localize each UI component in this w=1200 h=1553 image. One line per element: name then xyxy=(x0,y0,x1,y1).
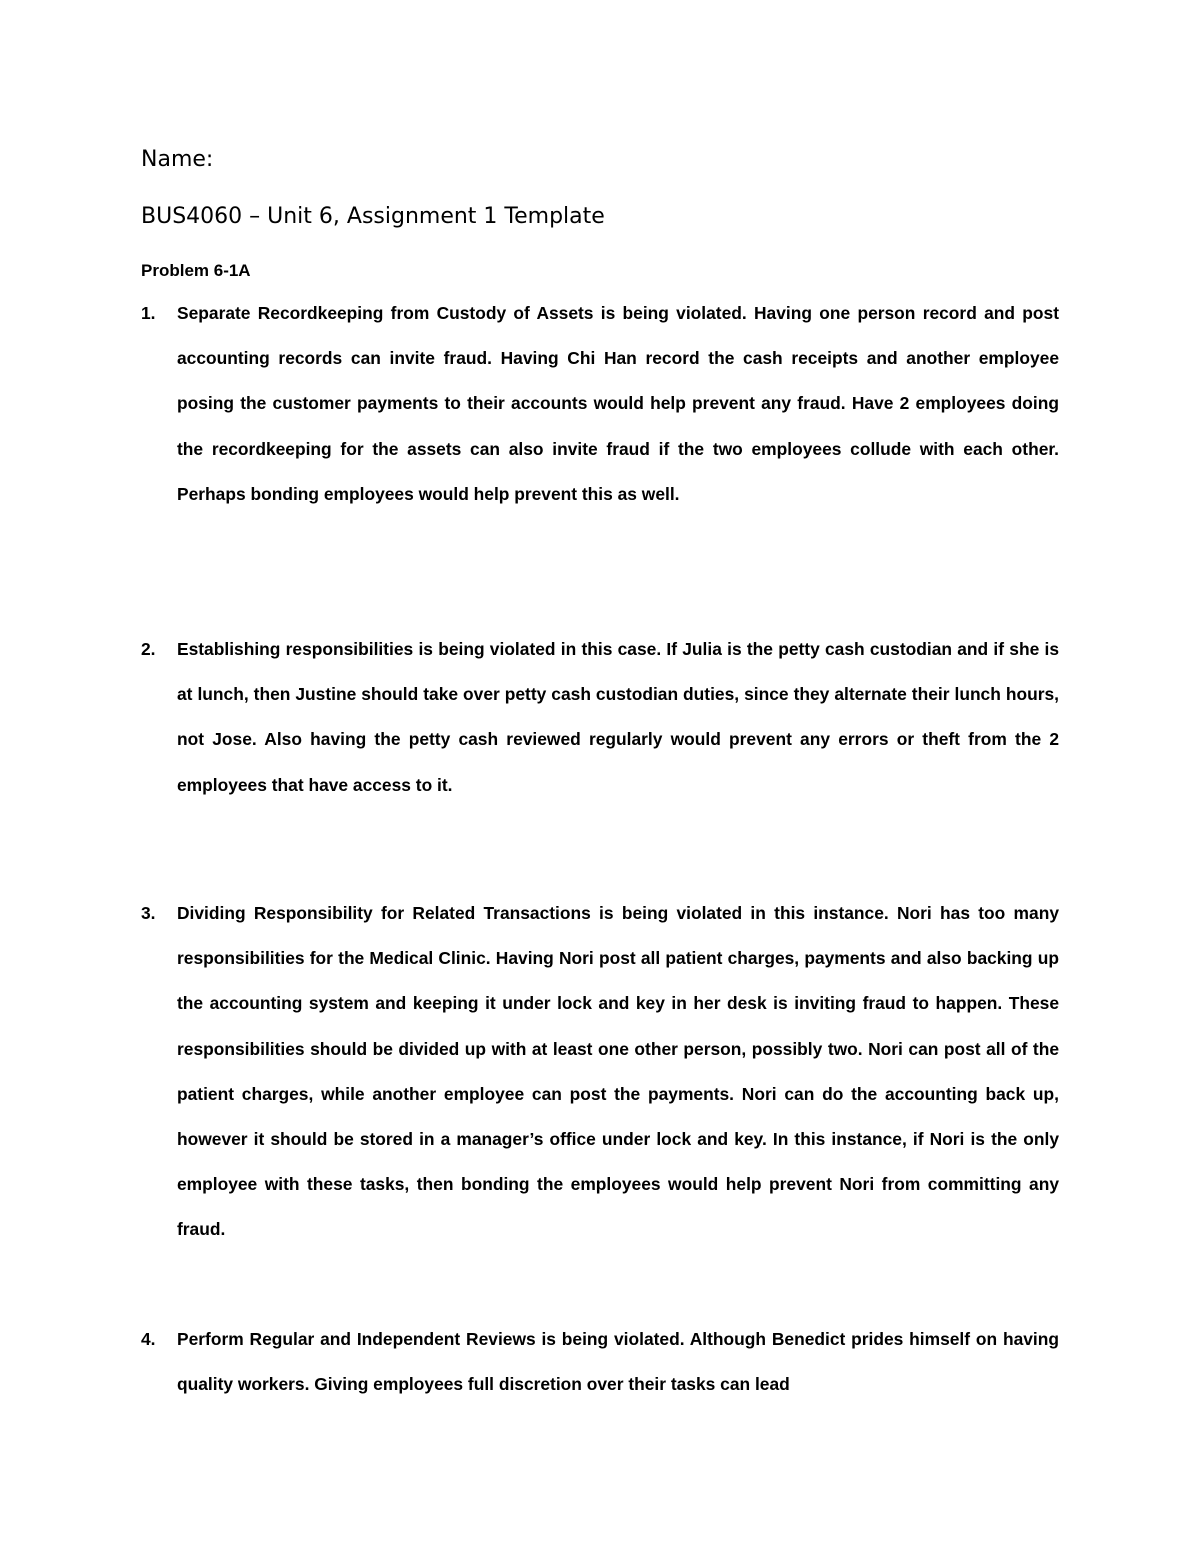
name-label: Name: xyxy=(141,147,214,172)
list-item-text: Separate Recordkeeping from Custody of Assets is being violated. Having one person record and post accounting records can invite fraud. Having Chi Han record the cash receipts and another employee posing the customer payments to their accounts would help prevent any fraud. Have 2 employees doing the recordkeeping for the assets can also invite fraud if the two employees collude with each other. Perhaps bonding employees would help prevent this as well. xyxy=(177,303,1059,504)
list-item-text: Perform Regular and Independent Reviews is being violated. Although Benedict prides himself on having quality workers. Giving employees full discretion over their tasks can lead xyxy=(177,1329,1059,1395)
list-item xyxy=(141,891,1059,1253)
list-item-number: 1. xyxy=(141,303,156,323)
list-item xyxy=(141,291,1059,517)
list-item-number: 3. xyxy=(141,903,156,923)
document-title: BUS4060 – Unit 6, Assignment 1 Template xyxy=(141,204,605,229)
list-item xyxy=(141,1317,1059,1407)
list-item-text: Establishing responsibilities is being violated in this case. If Julia is the petty cash custodian and if she is at lunch, then Justine should take over petty cash custodian duties, since they alternate their lunch hours, not Jose. Also having the petty cash reviewed regularly would prevent any errors or theft from the 2 employees that have access to it. xyxy=(177,639,1059,795)
list-item-text: Dividing Responsibility for Related Transactions is being violated in this instance. Nori has too many responsibilities for the Medical Clinic. Having Nori post all patient charges, payments and also backing up the accounting system and keeping it under lock and key in her desk is inviting fraud to happen. These responsibilities should be divided up with at least one other person, possibly two. Nori can post all of the patient charges, while another employee can post the payments. Nori can do the accounting back up, however it should be stored in a manager’s office under lock and key. In this instance, if Nori is the only employee with these tasks, then bonding the employees would help prevent Nori from committing any fraud. xyxy=(177,903,1059,1240)
list-item-number: 4. xyxy=(141,1329,156,1349)
problem-label: Problem 6-1A xyxy=(141,261,251,280)
list-item xyxy=(141,627,1059,808)
list-item-number: 2. xyxy=(141,639,156,659)
